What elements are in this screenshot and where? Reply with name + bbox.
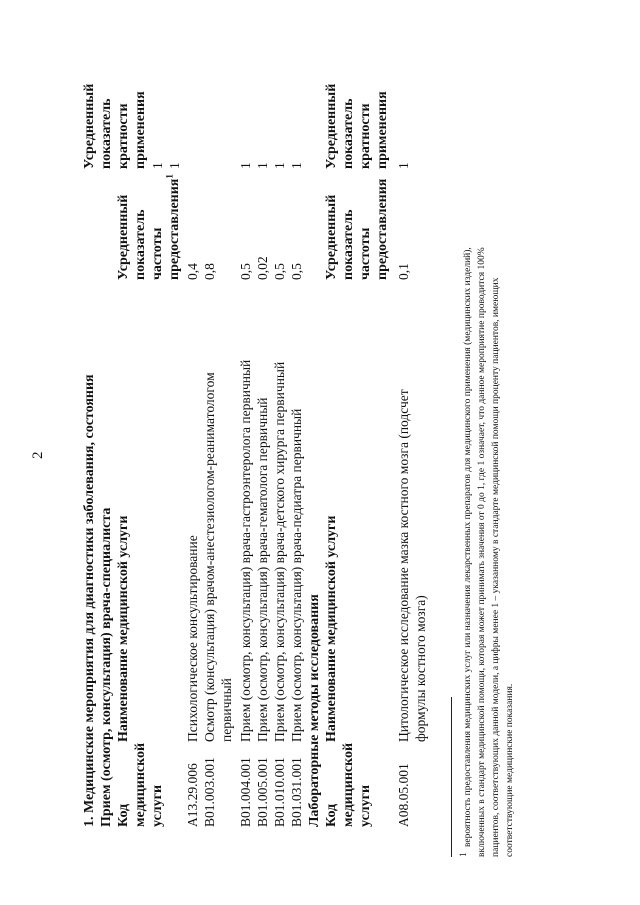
footnote-line: вероятность предоставления медицинских услуг или назначения лекарственных препаратов для медицинского применения (медицинских изделий), — [463, 247, 473, 847]
g1-header-mult-1: Усредненный — [82, 83, 97, 169]
g1-header-freq-4: предоставления$^1$ — [164, 174, 182, 280]
page-number: 2 — [30, 451, 46, 459]
footnote-marker: 1 — [459, 852, 469, 857]
table-row-name-cont: формулы костного мозга) — [413, 595, 428, 742]
g2-header-code-1: Код — [324, 803, 339, 827]
section-title: 1. Медицинские мероприятия для диагностики заболевания, состояния — [82, 374, 97, 827]
g1-header-code-2: медицинской — [133, 742, 148, 827]
table-row-name: Прием (осмотр, консультация) врача-гематолога первичный — [255, 397, 270, 742]
g2-header-freq-4: предоставления — [375, 178, 390, 280]
table-row-freq: 0,5 — [289, 263, 304, 280]
table-row-code: B01.005.001 — [255, 757, 270, 827]
table-row-freq: 0,4 — [185, 263, 200, 280]
table-row-mult: 1 — [272, 162, 287, 169]
table-row-name-cont: первичный — [219, 678, 234, 742]
table-row-code: B01.003.001 — [202, 757, 217, 827]
table-row-freq: 0,5 — [238, 263, 253, 280]
table-row-name: Прием (осмотр, консультация) врача-детского хирурга первичный — [272, 361, 287, 742]
g2-header-freq-3: частоты — [358, 227, 373, 280]
g2-header-freq-2: показатель — [341, 209, 356, 280]
table-row-name: Осмотр (консультация) врачом-анестезиологом-реаниматологом — [202, 372, 217, 742]
g2-header-name: Наименование медицинской услуги — [324, 515, 339, 742]
g1-header-freq-3: частоты — [150, 227, 165, 280]
table-row-mult: 1 — [167, 162, 182, 169]
g1-header-mult-3: кратности — [116, 103, 131, 169]
group1-title: Прием (осмотр, консультация) врача-специалиста — [99, 507, 114, 827]
footnote-ref: 1 — [164, 174, 175, 179]
table-row-freq: 0,1 — [396, 263, 411, 280]
g1-header-code-1: Код — [116, 803, 131, 827]
g2-header-code-2: медицинской — [341, 742, 356, 827]
g1-header-mult-4: применения — [133, 91, 148, 169]
footnote-divider — [451, 697, 452, 857]
g1-header-code-3: услуги — [150, 784, 165, 827]
footnote-line: пациентов, соответствующих данной модели, а цифры менее 1 – указанному в стандарте медицинской помощи проценту пациентов, имеющих — [491, 277, 501, 857]
table-row-mult: 1 — [255, 162, 270, 169]
table-row-mult: 1 — [238, 162, 253, 169]
table-row-name: Цитологическое исследование мазка костного мозга (подсчет — [396, 389, 411, 742]
footnote-line: соответствующие медицинские показания. — [505, 683, 515, 857]
table-row-code: B01.031.001 — [289, 757, 304, 827]
g2-header-code-3: услуги — [358, 784, 373, 827]
g2-header-mult-3: кратности — [358, 103, 373, 169]
table-row-freq: 0,8 — [202, 263, 217, 280]
table-row-code: A08.05.001 — [396, 763, 411, 827]
table-row-name: Прием (осмотр, консультация) врача-педиатра первичный — [289, 408, 304, 742]
table-row-code: A13.29.006 — [185, 763, 200, 827]
g1-header-freq-2: показатель — [133, 209, 148, 280]
footnote-line: включенных в стандарт медицинской помощи, которая может принимать значения от 0 до 1, где 1 означает, что данное мероприятие проводится 100% — [477, 247, 487, 857]
g2-header-freq-1: Усредненный — [324, 194, 339, 280]
table-row-freq: 0,5 — [272, 263, 287, 280]
table-row-mult: 1 — [289, 162, 304, 169]
table-row-mult: 1 — [396, 162, 411, 169]
table-row-code: B01.004.001 — [238, 757, 253, 827]
g1-header-name: Наименование медицинской услуги — [116, 515, 131, 742]
g2-header-mult-2: показатель — [341, 98, 356, 169]
table-row-name: Психологическое консультирование — [185, 535, 200, 742]
table-row-name: Прием (осмотр, консультация) врача-гастроэнтеролога первичный — [238, 359, 253, 742]
g1-header-freq-1: Усредненный — [116, 194, 131, 280]
table-row-mult: 1 — [150, 162, 165, 169]
table-row-code: B01.010.001 — [272, 757, 287, 827]
g2-header-mult-4: применения — [375, 91, 390, 169]
g2-header-mult-1: Усредненный — [324, 83, 339, 169]
table-row-freq: 0,02 — [255, 256, 270, 280]
g1-header-mult-2: показатель — [99, 98, 114, 169]
group2-title: Лабораторные методы исследования — [307, 594, 322, 827]
